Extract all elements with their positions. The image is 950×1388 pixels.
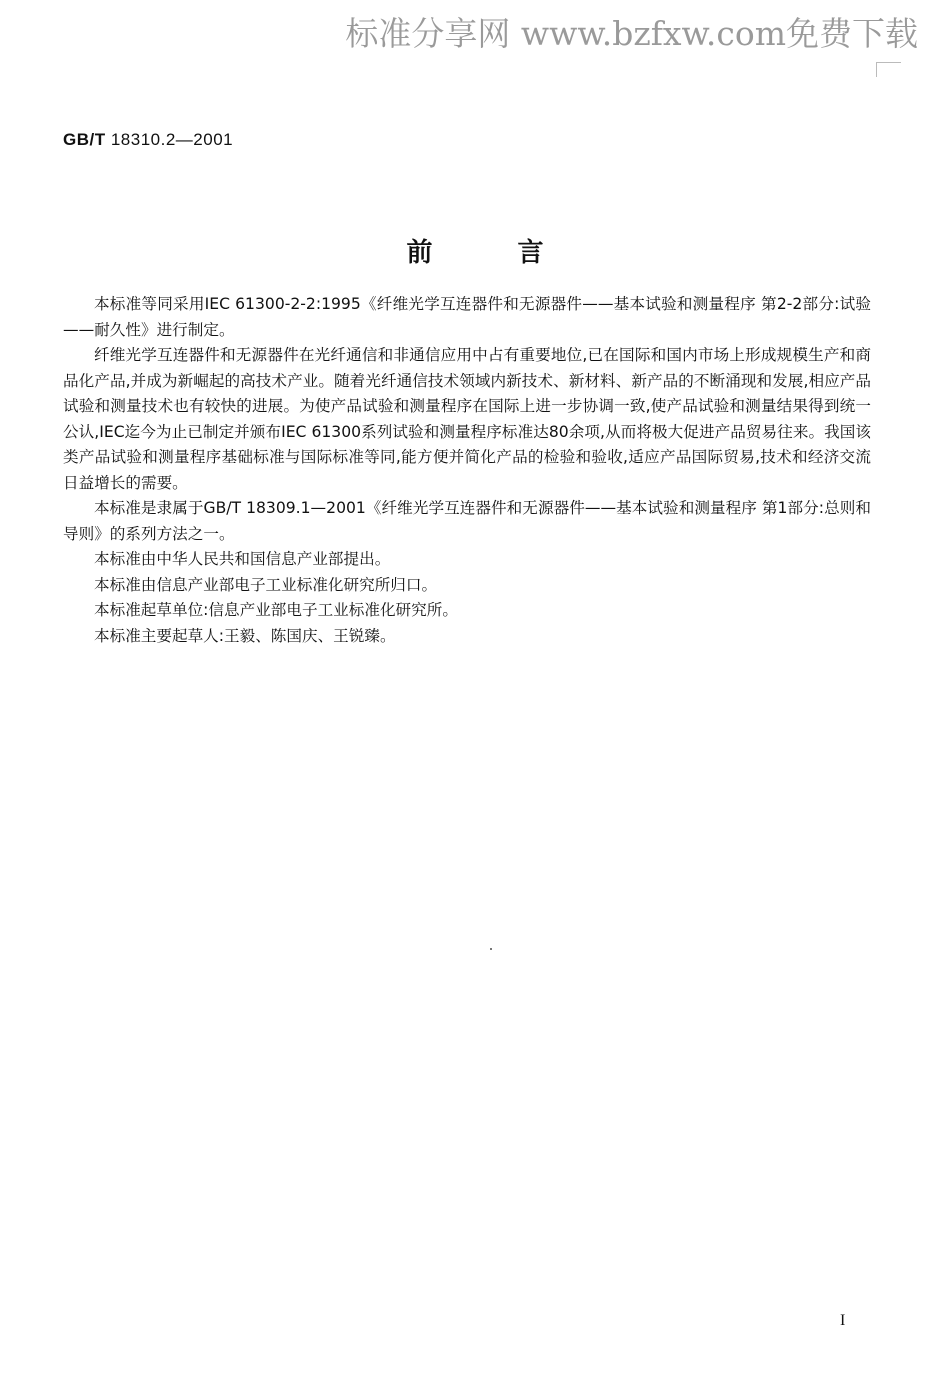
paragraph-background: 纤维光学互连器件和无源器件在光纤通信和非通信应用中占有重要地位,已在国际和国内市场上形成规模生产和商品化产品,并成为新崛起的高技术产业。随着光纤通信技术领域内新技术、新材料、新产品的不断涌现和发展,相应产品试验和测量技术也有较快的进展。为使产品试验和测量程序在国际上进一步协调一致,使产品试验和测量结果得到统一公认,IEC迄今为止已制定并颁布IEC 61300系列试验和测量程序标准达80余项,从而将极大促进产品贸易往来。我国该类产品试验和测量程序基础标准与国际标准等同,能方便并简化产品的检验和验收,适应产品国际贸易,技术和经济交流日益增长的需要。 [63, 346, 871, 492]
foreword-body [63, 292, 871, 649]
paragraph-administrator: 本标准由信息产业部电子工业标准化研究所归口。 [94, 575, 438, 594]
standard-prefix: GB/T [63, 130, 106, 149]
scan-speck [490, 948, 492, 950]
watermark-text: 标准分享网 www.bzfxw.com免费下载 [345, 14, 918, 53]
paragraph-drafters: 本标准主要起草人:王毅、陈国庆、王锐臻。 [94, 626, 396, 645]
paragraph-adoption: 本标准等同采用IEC 61300-2-2:1995《纤维光学互连器件和无源器件——基本试验和测量程序 第2-2部分:试验——耐久性》进行制定。 [63, 295, 871, 339]
standard-code: 18310.2—2001 [110, 130, 234, 149]
page-number: I [840, 1312, 846, 1329]
paragraph-proposer: 本标准由中华人民共和国信息产业部提出。 [94, 550, 391, 568]
paragraph-series: 本标准是隶属于GB/T 18309.1—2001《纤维光学互连器件和无源器件——基本试验和测量程序 第1部分:总则和导则》的系列方法之一。 [63, 499, 871, 543]
page-title: 前言 [406, 238, 629, 268]
standard-number [63, 130, 233, 150]
paragraph-drafting-unit: 本标准起草单位:信息产业部电子工业标准化研究所。 [94, 601, 458, 619]
crop-mark [876, 62, 901, 77]
